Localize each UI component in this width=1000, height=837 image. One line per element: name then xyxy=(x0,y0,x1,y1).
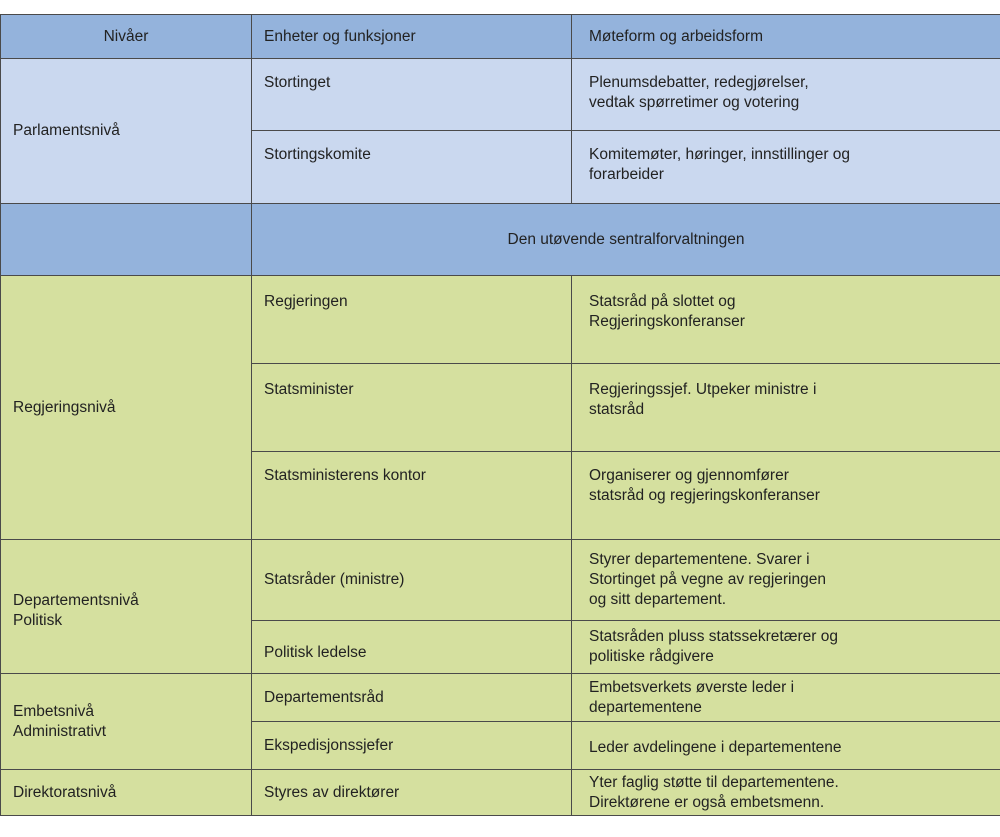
unit-politisk-ledelse: Politisk ledelse xyxy=(252,621,572,674)
organization-table xyxy=(0,14,1000,816)
section-empty-cell xyxy=(1,204,252,276)
level-ministry: Departementsnivå Politisk xyxy=(1,540,252,674)
form-direktorer: Yter faglig støtte til departementene. Direktørene er også embetsmenn. xyxy=(572,770,1000,816)
unit-statsministerens-kontor: Statsministerens kontor xyxy=(252,452,572,540)
form-stortinget: Plenumsdebatter, redegjørelser, vedtak spørretimer og votering xyxy=(572,59,1000,131)
level-directorate: Direktoratsnivå xyxy=(1,770,252,816)
form-politisk-ledelse: Statsråden pluss statssekretærer og politiske rådgivere xyxy=(572,621,1000,674)
form-statsminister: Regjeringssjef. Utpeker ministre i statsråd xyxy=(572,364,1000,452)
unit-statsminister: Statsminister xyxy=(252,364,572,452)
form-statsministerens-kontor: Organiserer og gjennomfører statsråd og regjeringskonferanser xyxy=(572,452,1000,540)
form-regjeringen: Statsråd på slottet og Regjeringskonferanser xyxy=(572,276,1000,364)
form-statsrader: Styrer departementene. Svarer i Stortinget på vegne av regjeringen og sitt departement. xyxy=(572,540,1000,621)
unit-ekspedisjonssjefer: Ekspedisjonssjefer xyxy=(252,722,572,770)
unit-stortingskomite: Stortingskomite xyxy=(252,131,572,204)
unit-statsrader: Statsråder (ministre) xyxy=(252,540,572,621)
form-stortingskomite: Komitemøter, høringer, innstillinger og forarbeider xyxy=(572,131,1000,204)
unit-regjeringen: Regjeringen xyxy=(252,276,572,364)
form-ekspedisjonssjefer: Leder avdelingene i departementene xyxy=(572,722,1000,770)
level-official: Embetsnivå Administrativt xyxy=(1,674,252,770)
unit-departementsrad: Departementsråd xyxy=(252,674,572,722)
form-departementsrad: Embetsverkets øverste leder i departementene xyxy=(572,674,1000,722)
unit-direktorer: Styres av direktører xyxy=(252,770,572,816)
level-government: Regjeringsnivå xyxy=(1,276,252,540)
header-forms: Møteform og arbeidsform xyxy=(572,15,1000,59)
header-levels: Nivåer xyxy=(1,15,252,59)
section-title: Den utøvende sentralforvaltningen xyxy=(252,204,1000,276)
level-parliament: Parlamentsnivå xyxy=(1,59,252,204)
unit-stortinget: Stortinget xyxy=(252,59,572,131)
header-units: Enheter og funksjoner xyxy=(252,15,572,59)
